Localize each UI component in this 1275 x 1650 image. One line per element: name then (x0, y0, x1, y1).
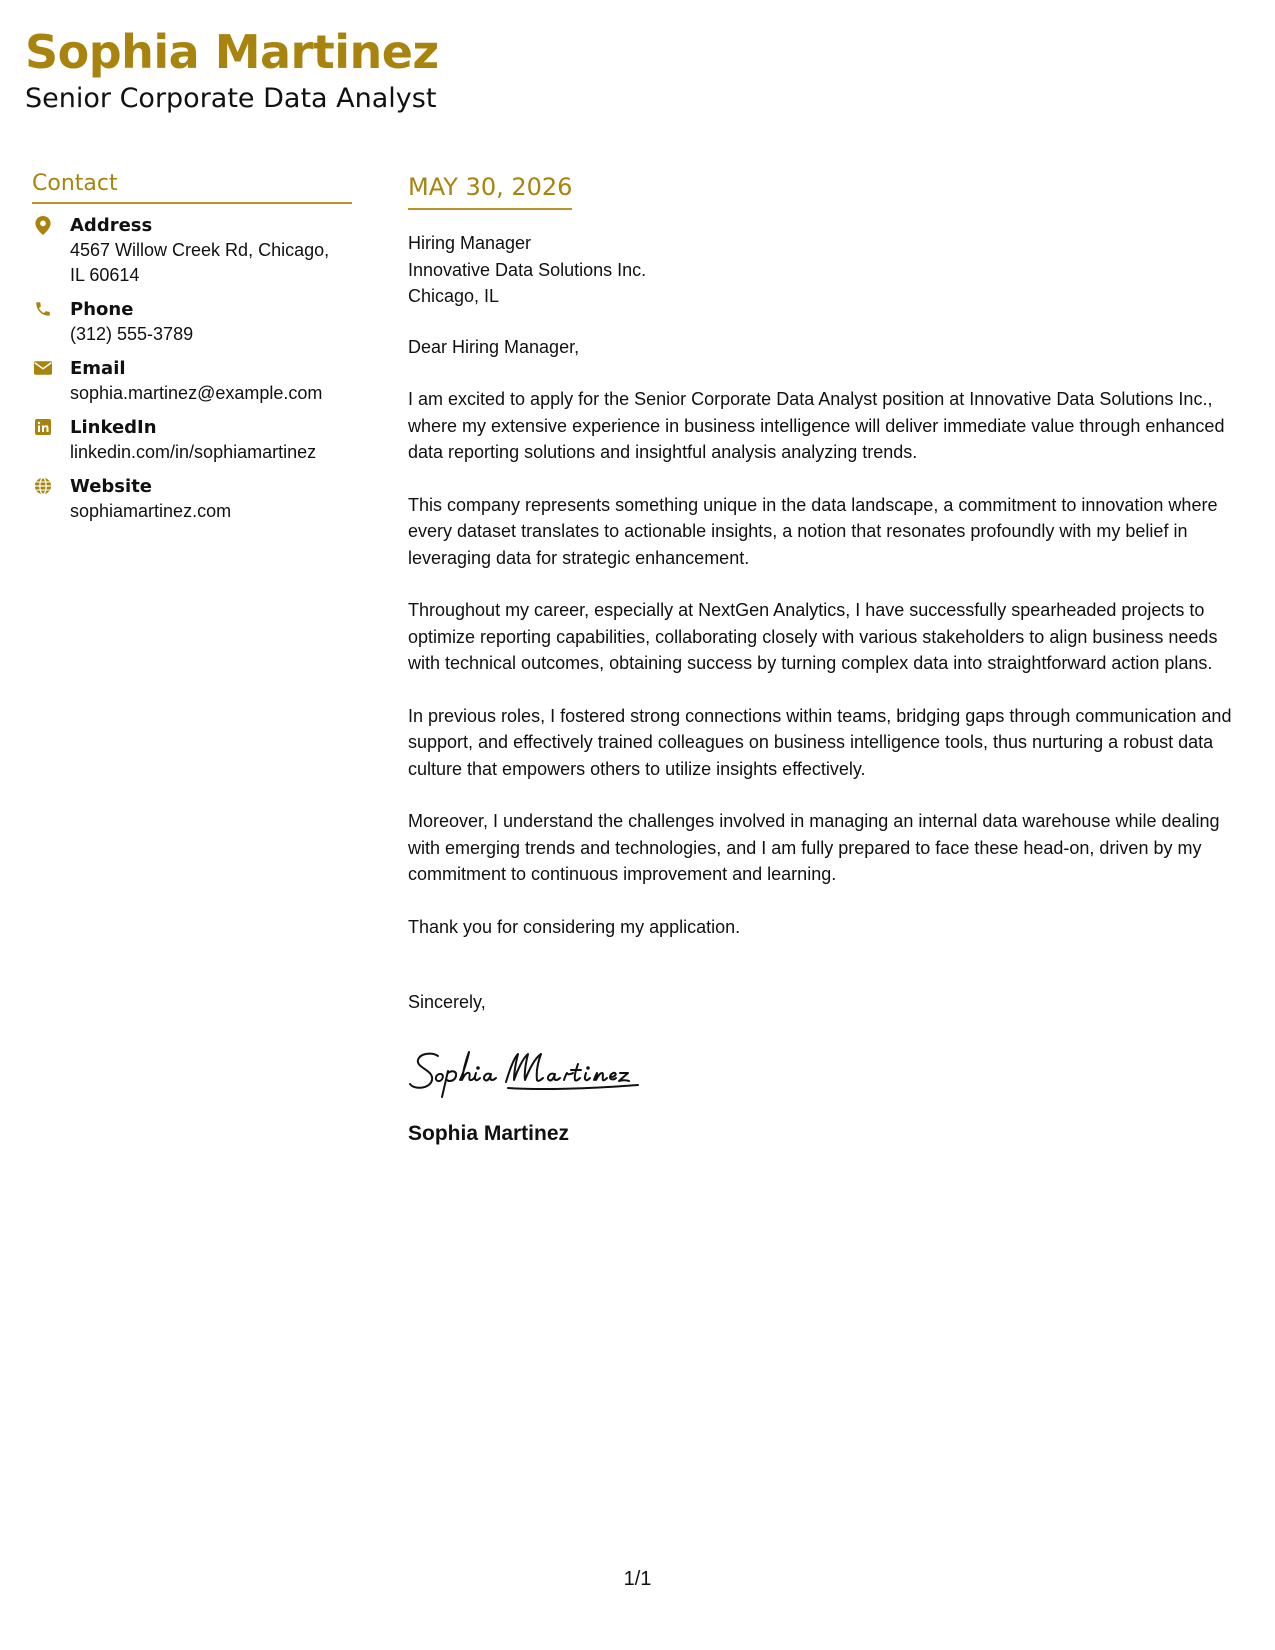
closing: Sincerely, (408, 992, 486, 1012)
signature-image (408, 1044, 668, 1104)
contact-heading: Contact (32, 170, 352, 204)
candidate-name: Sophia Martinez (25, 25, 439, 79)
contact-email (32, 357, 352, 406)
address-label: Address (70, 215, 153, 236)
signer-name: Sophia Martinez (408, 1121, 570, 1145)
address-line-1: 4567 Willow Creek Rd, Chicago, (70, 240, 330, 260)
letter-paragraph: In previous roles, I fostered strong connections within teams, bridging gaps through communication and support, and effectively trained colleagues on business intelligence tools, thus nurturing a robust data culture that empowers others to utilize insights effectively. (408, 705, 1232, 779)
letter-paragraph: This company represents something unique in the data landscape, a commitment to innovation where every dataset translates to actionable insights, a notion that resonates profoundly with my belief in leveraging data for strategic enhancement. (408, 494, 1218, 568)
recipient-line: Chicago, IL (408, 286, 500, 306)
globe-icon (34, 477, 52, 495)
contact-phone (32, 298, 352, 347)
page-number: 1/1 (623, 1568, 652, 1590)
letter-date: MAY 30, 2026 (408, 172, 572, 210)
linkedin-label: LinkedIn (70, 417, 157, 438)
email-value: sophia.martinez@example.com (70, 383, 323, 403)
website-label: Website (70, 476, 153, 497)
linkedin-icon (34, 418, 52, 436)
cover-letter (408, 172, 1253, 1146)
letter-paragraph: Throughout my career, especially at NextGen Analytics, I have successfully spearheaded projects to optimize reporting capabilities, collaborating closely with various stakeholders to align business needs with technical outcomes, obtaining success by turning complex data into straightforward action plans. (408, 600, 1218, 673)
letter-paragraph: Moreover, I understand the challenges involved in managing an internal data warehouse while dealing with emerging trends and technologies, and I am fully prepared to face these head-on, driven by my commitment to continuous improvement and learning. (408, 811, 1220, 884)
phone-label: Phone (70, 299, 134, 320)
recipient-block (408, 230, 1253, 310)
letter-paragraph: Thank you for considering my application. (408, 916, 741, 937)
contact-address (32, 214, 352, 288)
phone-icon (34, 300, 52, 318)
recipient-line: Innovative Data Solutions Inc. (408, 259, 647, 280)
contact-linkedin (32, 416, 352, 465)
salutation: Dear Hiring Manager, (408, 336, 580, 357)
email-label: Email (70, 358, 126, 379)
contact-website (32, 475, 352, 524)
map-pin-icon (34, 216, 52, 234)
contact-sidebar (32, 170, 352, 534)
handwritten-signature (408, 1044, 1253, 1104)
resume-header (25, 22, 439, 116)
recipient-line: Hiring Manager (408, 233, 532, 253)
envelope-icon (34, 359, 52, 377)
website-value: sophiamartinez.com (70, 501, 232, 521)
address-line-2: IL 60614 (70, 265, 140, 285)
linkedin-value: linkedin.com/in/sophiamartinez (70, 442, 317, 462)
letter-paragraph: I am excited to apply for the Senior Corporate Data Analyst position at Innovative Data Solutions Inc., where my extensive experience in business intelligence will deliver immediate value through enhanced data reporting solutions and insightful analysis analyzing trends. (408, 389, 1225, 462)
job-title: Senior Corporate Data Analyst (25, 83, 437, 114)
phone-value: (312) 555-3789 (70, 324, 194, 344)
